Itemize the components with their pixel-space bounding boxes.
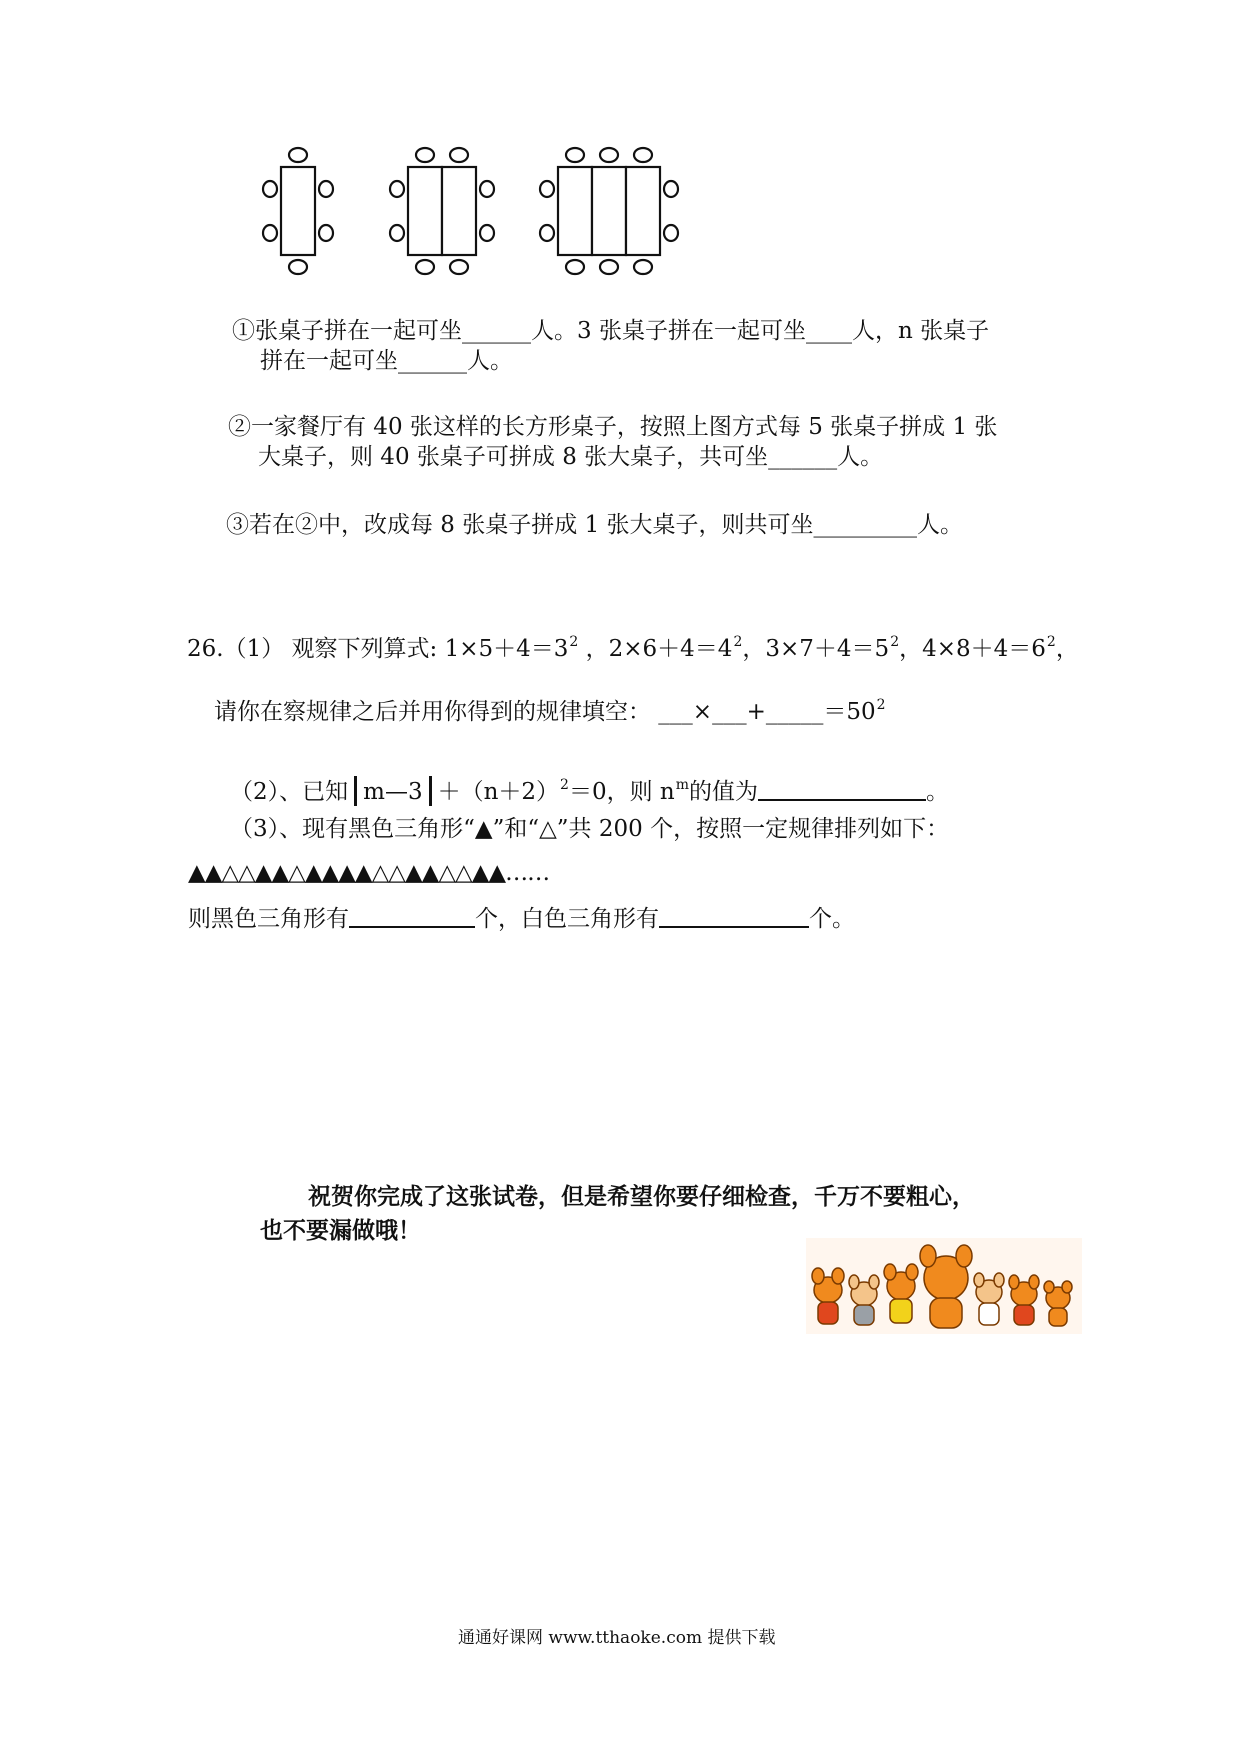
chair: [416, 260, 434, 274]
chair: [634, 148, 652, 162]
exponent: 2: [560, 777, 569, 793]
q25-sub3: ③若在②中，改成每 8 张桌子拼成 1 张大桌子，则共可坐_________人。: [226, 512, 964, 538]
abs-bar-left: [354, 776, 357, 806]
equation-3: ，3×7＋4＝5: [742, 636, 890, 662]
equation-end: ，: [1055, 636, 1079, 662]
abs-expression: m—3: [363, 779, 423, 805]
chair: [540, 181, 554, 197]
exponent-m: m: [675, 777, 690, 793]
table-1: [281, 167, 315, 255]
q26-part2: [230, 770, 949, 807]
chair: [540, 225, 554, 241]
q26-part3-sequence: ▲▲△△▲▲△▲▲▲▲△△▲▲△△▲▲……: [188, 860, 550, 886]
chair: [480, 181, 494, 197]
part3-end: 个。: [809, 906, 855, 932]
q26-number: 26.: [187, 636, 224, 662]
q26-part1-equations: [187, 627, 1079, 664]
chair: [263, 225, 277, 241]
q26-part1-prompt: [214, 690, 886, 727]
chair: [319, 225, 333, 241]
exponent: 2: [569, 634, 579, 650]
footer-text: 通通好课网 www.tthaoke.com 提供下载: [458, 1628, 776, 1648]
table-3b: [592, 167, 626, 255]
part2-value-label: 的值为: [689, 779, 759, 805]
q25-sub2-line1: ②一家餐厅有 40 张这样的长方形桌子，按照上图方式每 5 张桌子拼成 1 张: [228, 414, 998, 440]
part2-equals: ＝0，则 n: [568, 779, 675, 805]
chair: [289, 148, 307, 162]
chair: [289, 260, 307, 274]
abs-bar-right: [429, 776, 432, 806]
chair: [600, 260, 618, 274]
chair: [450, 260, 468, 274]
chair: [390, 181, 404, 197]
equation-4: ，4×8＋4＝6: [899, 636, 1046, 662]
table-2b: [442, 167, 476, 255]
squared-term: ＋（n＋2）: [437, 779, 560, 805]
chair: [416, 148, 434, 162]
q25-sub1-line1: ①张桌子拼在一起可坐______人。3 张桌子拼在一起可坐____人，n 张桌子: [232, 318, 990, 344]
exponent: 2: [890, 634, 900, 650]
chair: [319, 181, 333, 197]
black-count-blank[interactable]: [349, 904, 475, 928]
chair: [480, 225, 494, 241]
chair: [634, 260, 652, 274]
closing-line2: 也不要漏做哦！: [260, 1217, 421, 1244]
q26-part3-answer: [188, 904, 855, 934]
black-count-label: 则黑色三角形有: [188, 906, 349, 932]
chair: [664, 225, 678, 241]
table-3a: [558, 167, 592, 255]
table-3c: [626, 167, 660, 255]
chair: [664, 181, 678, 197]
answer-blank[interactable]: [758, 777, 926, 801]
chair: [566, 148, 584, 162]
chair: [390, 225, 404, 241]
equation-2: ，2×6＋4＝4: [585, 636, 733, 662]
closing-line1: 祝贺你完成了这张试卷，但是希望你要仔细检查，千万不要粗心，: [308, 1183, 975, 1210]
equation-1: 1×5＋4＝3: [444, 636, 569, 662]
part2-label: （2）、已知: [230, 779, 349, 805]
q25-sub2-line2: 大桌子，则 40 张桌子可拼成 8 张大桌子，共可坐______人。: [258, 444, 884, 470]
exponent: 2: [733, 634, 743, 650]
q26-part3-line1: （3）、现有黑色三角形“▲”和“△”共 200 个，按照一定规律排列如下：: [230, 816, 950, 842]
q25-sub1-line2: 拼在一起可坐______人。: [260, 348, 513, 374]
prompt-text: 请你在察规律之后并用你得到的规律填空： ___×___+_____＝50: [214, 699, 876, 725]
chair: [263, 181, 277, 197]
exponent: 2: [876, 697, 886, 713]
chair: [566, 260, 584, 274]
table-2a: [408, 167, 442, 255]
cartoon-animals-image: [806, 1238, 1082, 1334]
chair: [600, 148, 618, 162]
table-arrangement-diagram: [255, 145, 725, 285]
exponent: 2: [1046, 634, 1056, 650]
part2-end: 。: [926, 779, 950, 805]
q26-part1-label: （1） 观察下列算式:: [223, 636, 445, 662]
white-count-label: 个，白色三角形有: [475, 906, 659, 932]
white-count-blank[interactable]: [659, 904, 809, 928]
chair: [450, 148, 468, 162]
